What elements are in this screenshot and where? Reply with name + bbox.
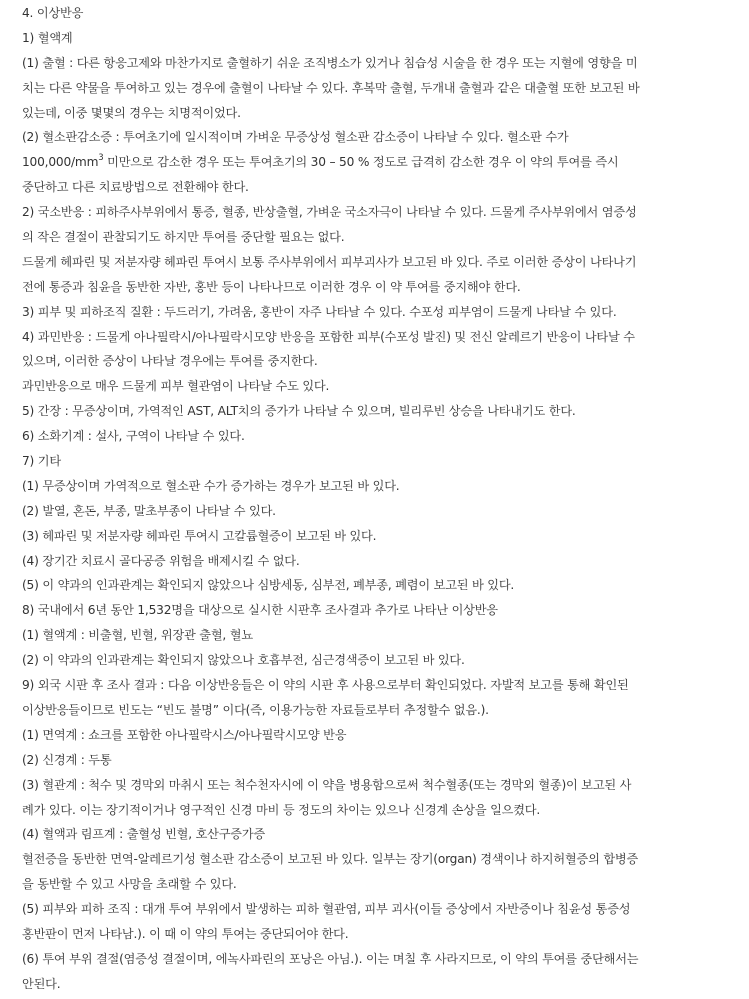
text-line: 을 동반할 수 있고 사망을 초래할 수 있다. — [22, 877, 237, 892]
text-line: 과민반응으로 매우 드물게 피부 혈관염이 나타날 수도 있다. — [22, 379, 330, 394]
text-line: 드물게 헤파린 및 저분자량 헤파린 투여시 보통 주사부위에서 피부괴사가 보고된 바 있다. 주로 이러한 증상이 나타나기 — [22, 254, 637, 269]
text-line: 7) 기타 — [22, 454, 61, 469]
text-line: (3) 헤파린 및 저분자량 헤파린 투여시 고칼륨혈증이 보고된 바 있다. — [22, 528, 377, 543]
text-line: (6) 투여 부위 결절(염증성 결절이며, 에녹사파린의 포낭은 아님.). 이는 며칠 후 사라지므로, 이 약의 투여를 중단해서는 — [22, 951, 639, 966]
text-line: (4) 혈액과 림프계 : 출혈성 빈혈, 호산구증가증 — [22, 827, 266, 842]
text-line: 중단하고 다른 치료방법으로 전환해야 한다. — [22, 180, 249, 195]
text-line: 8) 국내에서 6년 동안 1,532명을 대상으로 실시한 시판후 조사결과 추가로 나타난 이상반응 — [22, 603, 498, 618]
text-segment: 100,000/mm — [22, 155, 99, 170]
text-line: 있으며, 이러한 증상이 나타날 경우에는 투여를 중지한다. — [22, 354, 318, 369]
text-line: 전에 통증과 침윤을 동반한 자반, 홍반 등이 나타나므로 이러한 경우 이 약 투여를 중지해야 한다. — [22, 279, 521, 294]
text-line: (1) 면역계 : 쇼크를 포함한 아나필락시스/아나필락시모양 반응 — [22, 727, 347, 742]
text-line: 홍반판이 먼저 나타남.). 이 때 이 약의 투여는 중단되어야 한다. — [22, 926, 349, 941]
text-line: 4) 과민반응 : 드물게 아나필락시/아나필락시모양 반응을 포함한 피부(수포성 발진) 및 전신 알레르기 반응이 나타날 수 — [22, 329, 635, 344]
text-line: 이상반응들이므로 빈도는 “빈도 불명” 이다(즉, 이용가능한 자료들로부터 추정할수 없음.). — [22, 702, 489, 717]
section-heading: 4. 이상반응 — [22, 6, 84, 20]
text-line: (5) 피부와 피하 조직 : 대개 투여 부위에서 발생하는 피하 혈관염, 피부 괴사(이들 증상에서 자반증이나 침윤성 통증성 — [22, 902, 631, 917]
text-line: 3) 피부 및 피하조직 질환 : 두드러기, 가려움, 홍반이 자주 나타날 수 있다. 수포성 피부염이 드물게 나타날 수 있다. — [22, 304, 617, 319]
text-line: (4) 장기간 치료시 골다공증 위험을 배제시킬 수 없다. — [22, 553, 300, 568]
text-line: (1) 무증상이며 가역적으로 혈소판 수가 증가하는 경우가 보고된 바 있다. — [22, 478, 400, 493]
text-line: 례가 있다. 이는 장기적이거나 영구적인 신경 마비 등 정도의 차이는 있으나 신경계 손상을 일으켰다. — [22, 802, 541, 817]
text-line: (1) 혈액계 : 비출혈, 빈혈, 위장관 출혈, 혈뇨 — [22, 628, 253, 643]
text-line: 치는 다른 약물을 투여하고 있는 경우에 출혈이 나타날 수 있다. 후복막 출혈, 두개내 출혈과 같은 대출혈 또한 보고된 바 — [22, 80, 640, 95]
text-line: (2) 혈소판감소증 : 투여초기에 일시적이며 가벼운 무증상성 혈소판 감소증이 나타날 수 있다. 혈소판 수가 — [22, 130, 569, 145]
text-line: (2) 이 약과의 인과관계는 확인되지 않았으나 호흡부전, 심근경색증이 보고된 바 있다. — [22, 653, 465, 668]
text-line: 안된다. — [22, 976, 61, 991]
superscript: 3 — [98, 153, 104, 164]
text-line: 혈전증을 동반한 면역-알레르기성 혈소판 감소증이 보고된 바 있다. 일부는 장기(organ) 경색이나 하지허혈증의 합병증 — [22, 852, 639, 867]
text-line — [22, 150, 749, 175]
text-line: (2) 신경계 : 두통 — [22, 752, 112, 767]
text-line: (2) 발열, 혼돈, 부종, 말초부종이 나타날 수 있다. — [22, 503, 276, 518]
text-line: 9) 외국 시판 후 조사 결과 : 다음 이상반응들은 이 약의 시판 후 사용으로부터 확인되었다. 자발적 보고를 통해 확인된 — [22, 678, 629, 693]
text-segment: 미만으로 감소한 경우 또는 투여초기의 30 – 50 % 정도로 급격히 감소한 경우 이 약의 투여를 즉시 — [103, 155, 619, 170]
text-line: 6) 소화기계 : 설사, 구역이 나타날 수 있다. — [22, 429, 245, 444]
text-line: 있는데, 이중 몇몇의 경우는 치명적이었다. — [22, 105, 241, 120]
text-line: (1) 출혈 : 다른 항응고제와 마찬가지로 출혈하기 쉬운 조직병소가 있거나 침습성 시술을 한 경우 또는 지혈에 영향을 미 — [22, 55, 638, 70]
text-line: 의 작은 결절이 관찰되기도 하지만 투여를 중단할 필요는 없다. — [22, 230, 345, 245]
text-line: (3) 혈관계 : 척수 및 경막외 마취시 또는 척수천자시에 이 약을 병용함으로써 척수혈종(또는 경막외 혈종)이 보고된 사 — [22, 777, 632, 792]
text-line: 1) 혈액계 — [22, 30, 73, 45]
text-line: 2) 국소반응 : 피하주사부위에서 통증, 혈종, 반상출혈, 가벼운 국소자극이 나타날 수 있다. 드물게 주사부위에서 염증성 — [22, 205, 637, 220]
text-line: 5) 간장 : 무증상이며, 가역적인 AST, ALT치의 증가가 나타날 수 있으며, 빌리루빈 상승을 나타내기도 한다. — [22, 404, 576, 419]
text-line: (5) 이 약과의 인과관계는 확인되지 않았으나 심방세동, 심부전, 폐부종, 폐렴이 보고된 바 있다. — [22, 578, 515, 593]
